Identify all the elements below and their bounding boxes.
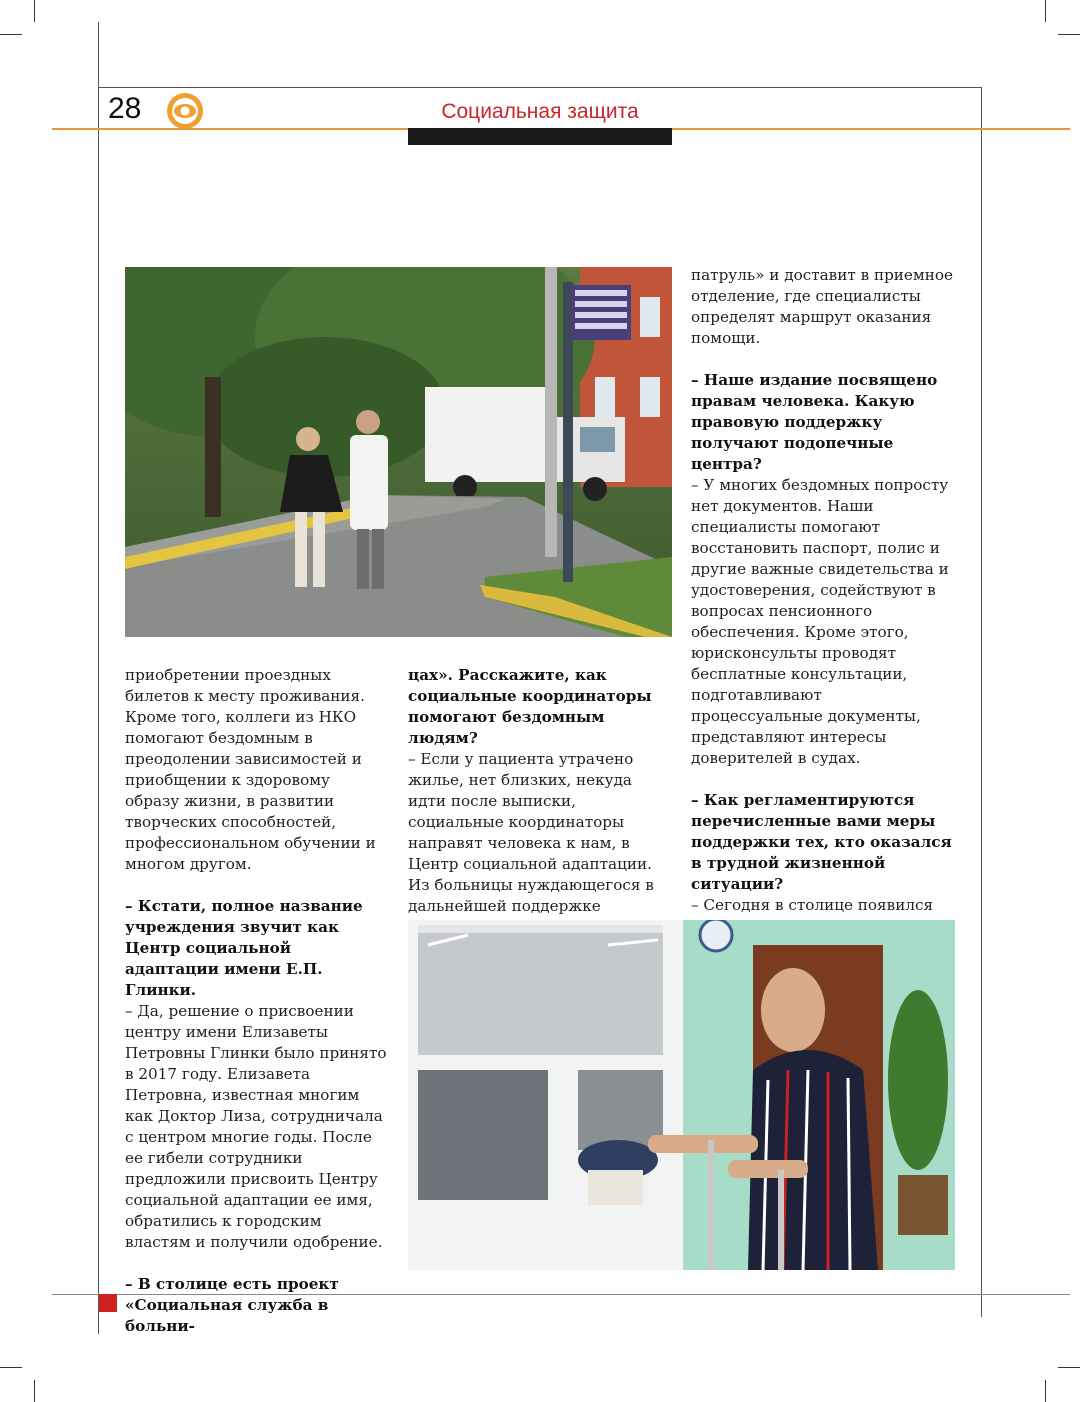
middle-column xyxy=(408,665,672,938)
title-bar xyxy=(408,128,672,145)
paragraph: – Сегодня в столице появился xyxy=(691,896,934,914)
paragraph: патруль» и доставит в приемное отделение, где специалисты определят маршрут оказания помощи. xyxy=(691,266,953,347)
crop-mark xyxy=(0,1367,22,1368)
crop-mark xyxy=(1045,0,1046,22)
page-marker xyxy=(99,1294,117,1312)
eye-circle-icon xyxy=(166,92,204,130)
crop-mark xyxy=(34,0,35,22)
crop-mark xyxy=(1058,1367,1080,1368)
patient-window-photo xyxy=(408,920,955,1270)
frame-right-line xyxy=(981,87,982,1317)
paragraph: приобретении проездных билетов к месту проживания. Кроме того, коллеги из НКО помогают бездомным в преодолении зависимостей и приобщении к здоровому образу жизни, в развитии творческих способностей, профессиональном обучении и многом другом. xyxy=(125,666,376,873)
paragraph: – Если у пациента утрачено жилье, нет близких, некуда идти после выписки, социальные координаторы направят человека к нам, в Центр социальной адаптации. Из больницы нуждающегося в дальнейшей поддержке xyxy=(408,750,654,915)
frame-top-line xyxy=(98,87,982,88)
crop-mark xyxy=(1045,1380,1046,1402)
frame-left-line xyxy=(98,22,99,1334)
interview-question: – Кстати, полное название учреждения звучит как Центр социальной адаптации имени Е.П. Глинки. xyxy=(125,897,363,999)
right-column xyxy=(691,265,953,979)
interview-question: – В столице есть проект «Социальная служба в больни- xyxy=(125,1275,339,1335)
interview-question: цах». Расскажите, как социальные координаторы помогают бездомным людям? xyxy=(408,666,652,747)
interview-question: – Как регламентируются перечисленные вами меры поддержки тех, кто оказался в трудной жизненной ситуации? xyxy=(691,791,952,893)
section-title: Социальная защита xyxy=(441,100,639,123)
crop-mark xyxy=(1058,34,1080,35)
page-number: 28 xyxy=(108,92,142,125)
crop-mark xyxy=(0,34,22,35)
left-column xyxy=(125,665,387,1337)
outdoor-walk-photo xyxy=(125,267,672,637)
paragraph: – У многих бездомных попросту нет документов. Наши специалисты помогают восстановить паспорт, полис и другие важные свидетельства и удостоверения, содействуют в вопросах пенсионного обеспечения. Кроме этого, юрисконсульты проводят бесплатные консультации, подготавливают процессуальные документы, представляют интересы доверителей в судах. xyxy=(691,476,949,767)
interview-question: – Наше издание посвящено правам человека. Какую правовую поддержку получают подопечные центра? xyxy=(691,371,938,473)
crop-mark xyxy=(34,1380,35,1402)
paragraph: – Да, решение о присвоении центру имени Елизаветы Петровны Глинки было принято в 2017 году. Елизавета Петровна, известная многим как Доктор Лиза, сотрудничала с центром многие годы. После ее гибели сотрудники предложили присвоить Центру социальной адаптации ее имя, обратились к городским властям и получили одобрение. xyxy=(125,1002,387,1251)
